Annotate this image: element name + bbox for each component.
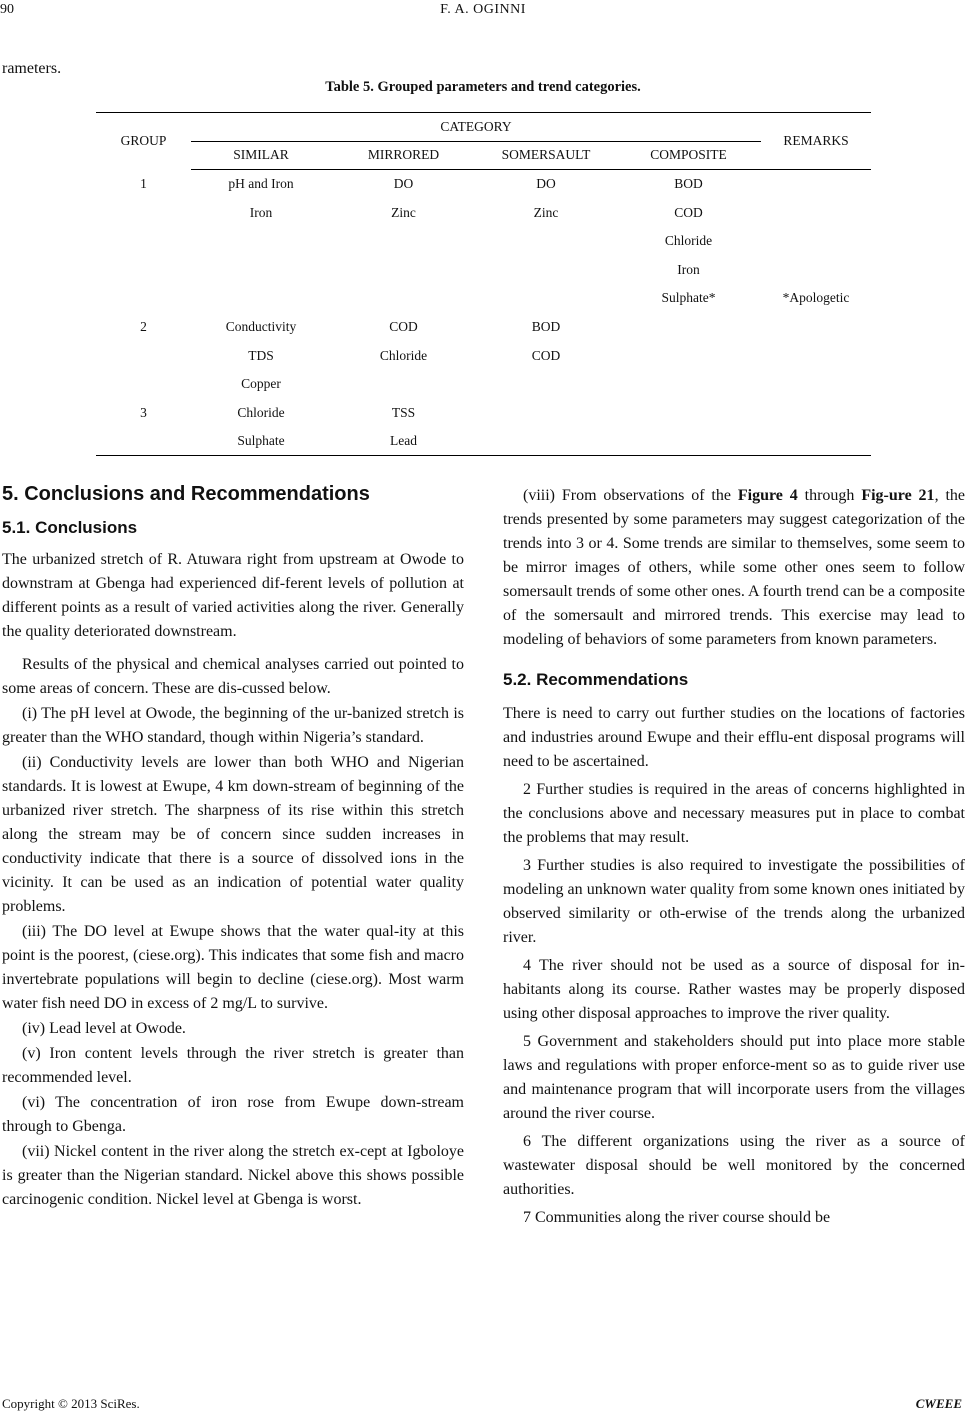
table-cell [616, 370, 761, 399]
table-cell: 1 [140, 175, 147, 191]
paragraph [503, 484, 965, 652]
table-cell [96, 284, 191, 313]
text-run: through [797, 487, 862, 504]
table-cell: TDS [248, 347, 274, 363]
figure-ref: Figure 4 [737, 487, 798, 504]
table-cell: Iron [249, 204, 273, 220]
table-cell [761, 227, 871, 256]
paragraph: Results of the physical and chemical analyses carried out pointed to some areas of concern. These are dis-cussed below. [2, 656, 464, 697]
paragraph: 4 The river should not be used as a source of disposal for in-habitants along its course. Rather wastes may be properly disposed using other disposal approaches to improve the river quality. [503, 957, 965, 1022]
table-cell [761, 370, 871, 399]
text-run: (viii) From observations of the [523, 487, 738, 504]
paragraph: (vi) The concentration of iron rose from Ewupe down-stream through to Gbenga. [2, 1094, 464, 1135]
text-run: , the trends presented by some parameters may suggest categorization of the trends into 3 or 4. Some trends are similar to themselves, some seem to be mirror images of others, while some other ones seem to follow somersault trends of some other ones. A fourth trend can be a composite of the somersault and mirrored trends. This exercise may lead to modeling of behaviors of some parameters from known parameters. [503, 487, 965, 648]
table-cell [331, 255, 476, 284]
table-row [96, 198, 871, 227]
table-cell [96, 341, 191, 370]
table-cell [476, 284, 616, 313]
table-cell [476, 227, 616, 256]
table-cell [331, 227, 476, 256]
table-cell [476, 398, 616, 427]
table-cell [761, 198, 871, 227]
table-cell: Zinc [533, 204, 559, 220]
table-row [96, 170, 871, 199]
header-composite: COMPOSITE [616, 141, 761, 170]
copyright: Copyright © 2013 SciRes. [2, 1396, 140, 1411]
table-cell: COD [389, 318, 418, 334]
table-row [96, 227, 871, 256]
table-cell: BOD [674, 176, 703, 192]
table-row [96, 370, 871, 399]
data-table [96, 112, 871, 456]
table-cell [191, 227, 331, 256]
header-remarks: REMARKS [761, 113, 871, 170]
table-cell: DO [536, 176, 556, 192]
table-cell [616, 313, 761, 342]
paragraph: 2 Further studies is required in the areas of concerns highlighted in the conclusions above and necessary measures put in place to combat the problems that may result. [503, 781, 965, 846]
paragraph: 6 The different organizations using the river as a source of wastewater disposal should be well monitored by the concerned authorities. [503, 1133, 965, 1198]
paragraph: The urbanized stretch of R. Atuwara right from upstream at Owode to downstram at Gbenga had experienced dif-ferent levels of pollution at different points as a result of varied activities along the river. Generally the quality deteriorated downstream. [2, 551, 464, 640]
header-similar: SIMILAR [191, 141, 331, 170]
table-cell: pH and Iron [228, 176, 294, 192]
table-cell [761, 398, 871, 427]
table-cell [96, 370, 191, 399]
paragraph: (iv) Lead level at Owode. [22, 1020, 186, 1037]
table-row [96, 398, 871, 427]
paragraph: (v) Iron content levels through the river stretch is greater than recommended level. [2, 1045, 464, 1086]
table-cell [761, 170, 871, 199]
table-row [96, 255, 871, 284]
table-cell: *Apologetic [782, 290, 850, 306]
table-cell: Chloride [379, 347, 428, 363]
paragraph: 7 Communities along the river course should be [523, 1209, 831, 1226]
paragraph: There is need to carry out further studies on the locations of factories and industries around Ewupe and their efflu-ent disposal programs will need to be ascertained. [503, 705, 965, 770]
table-cell [761, 427, 871, 456]
table-cell [616, 427, 761, 456]
table-cell [761, 313, 871, 342]
table-row [96, 427, 871, 456]
table-cell: Conductivity [225, 318, 297, 334]
page-number: 90 [0, 2, 14, 17]
table-cell: Lead [331, 427, 476, 456]
table-cell: 2 [140, 318, 147, 334]
paragraph: (ii) Conductivity levels are lower than both WHO and Nigerian standards. It is lowest at Ewupe, 4 km down-stream of beginning of the urbanized river stretch. The sharpness of its rise within this stretch along the stream may be of concern since sudden increases in conductivity indicate that there is a source of dissolved ions in the vicinity. It can be used as an indication of potential water quality problems. [2, 754, 464, 915]
table-cell: Sulphate [191, 427, 331, 456]
table-cell [191, 255, 331, 284]
lead-fragment: rameters. [2, 60, 62, 77]
table-row [96, 313, 871, 342]
table-cell: COD [674, 204, 703, 220]
subsection-title-conclusions: 5.1. Conclusions [2, 518, 138, 537]
paragraph: 3 Further studies is also required to investigate the possibilities of modeling an unknown water quality from some known ones initiated by observed similarity or oth-erwise of the trends along the urbanized river. [503, 857, 965, 946]
table-cell [331, 284, 476, 313]
journal-name: CWEEE [915, 1396, 962, 1411]
table-row [96, 341, 871, 370]
table-cell [761, 341, 871, 370]
table-cell [761, 255, 871, 284]
paragraph: (i) The pH level at Owode, the beginning of the ur-banized stretch is greater than the WHO standard, though within Nigeria’s standard. [2, 705, 464, 746]
section-title: 5. Conclusions and Recommendations [2, 483, 370, 505]
table-cell [476, 427, 616, 456]
header-somersault: SOMERSAULT [476, 141, 616, 170]
running-head: F. A. OGINNI [440, 2, 526, 17]
table-row [96, 284, 871, 313]
table-cell [616, 398, 761, 427]
paragraph: (iii) The DO level at Ewupe shows that the water qual-ity at this point is the poorest, (ciese.org). This indicates that some fish and macro invertebrate populations will begin to decline (ciese.org). Most warm water fish need DO in excess of 2 mg/L to survive. [2, 923, 464, 1012]
table-caption: Table 5. Grouped parameters and trend categories. [325, 79, 641, 95]
header-group: GROUP [96, 113, 191, 170]
table-cell: DO [393, 176, 414, 192]
table-cell [96, 227, 191, 256]
table-cell: Chloride [237, 404, 285, 420]
table-cell: TSS [391, 404, 416, 420]
table-cell [331, 370, 476, 399]
table-cell [96, 255, 191, 284]
table-cell: BOD [531, 318, 561, 334]
table-cell: Iron [677, 261, 700, 277]
left-column [2, 478, 464, 1212]
table-cell: 3 [140, 404, 147, 420]
table-cell: COD [531, 347, 561, 363]
table-cell [96, 427, 191, 456]
table-cell: Chloride [664, 233, 713, 249]
header-mirrored: MIRRORED [331, 141, 476, 170]
table-cell: Copper [241, 376, 281, 392]
header-category: CATEGORY [191, 113, 761, 142]
table-cell: Sulphate* [661, 290, 716, 306]
table-cell [191, 284, 331, 313]
paragraph: (vii) Nickel content in the river along the stretch ex-cept at Igboloye is greater than the Nigerian standard. Nickel above this shows possible carcinogenic condition. Nickel level at Gbenga is worst. [2, 1143, 464, 1208]
figure-ref: Fig-ure 21 [861, 487, 935, 504]
table-cell [476, 370, 616, 399]
table-cell [96, 198, 191, 227]
subsection-title-recommendations: 5.2. Recommendations [503, 670, 689, 689]
paragraph: 5 Government and stakeholders should put into place more stable laws and regulations with proper enforce-ment so as to guide river use and maintenance program that will incorporate users from the villages around the river course. [503, 1033, 965, 1122]
table-cell [616, 341, 761, 370]
table-cell: Zinc [391, 204, 416, 220]
table-cell [476, 255, 616, 284]
right-column [503, 478, 965, 1230]
